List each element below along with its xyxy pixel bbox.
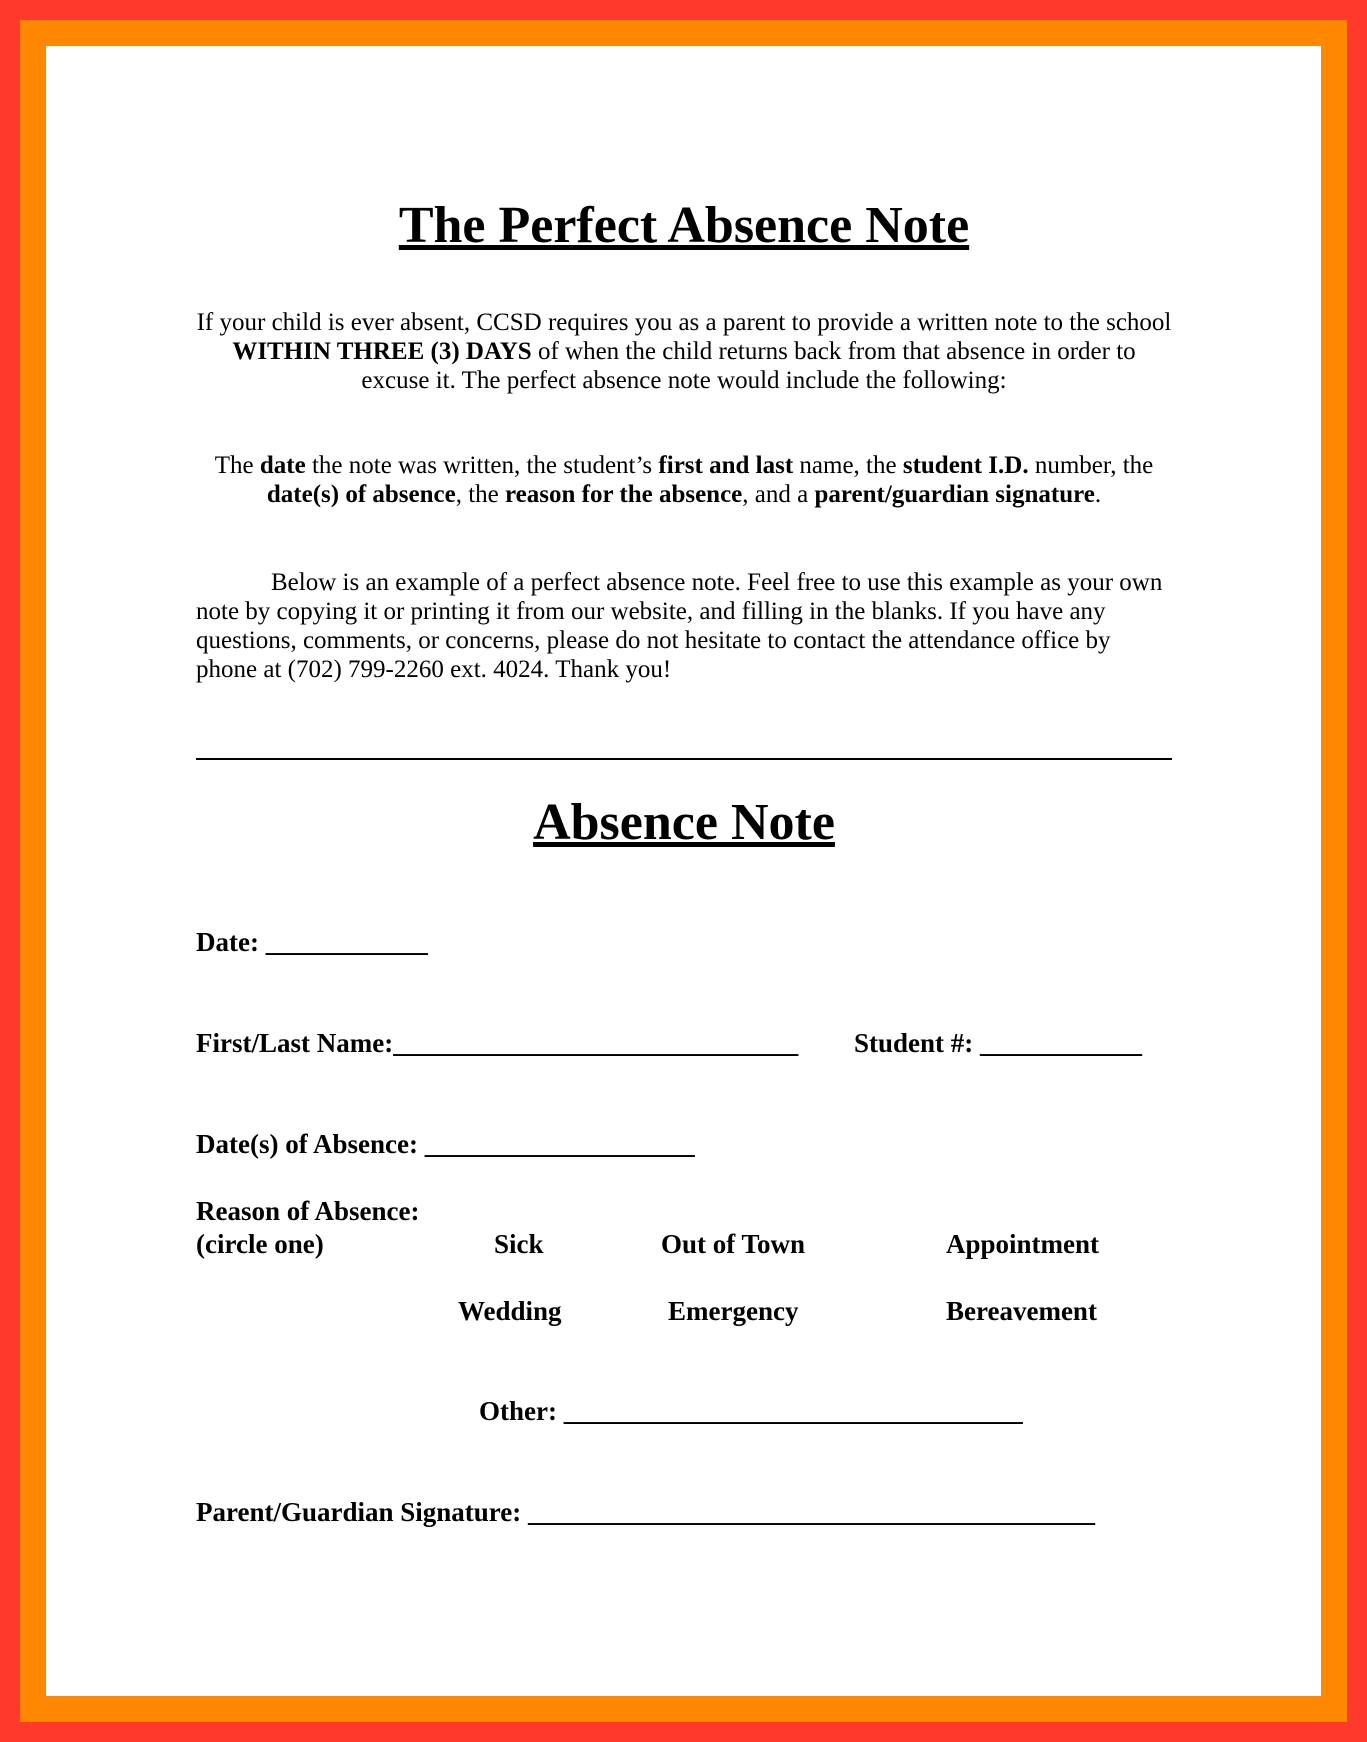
req-text: . <box>1094 481 1102 508</box>
student-number-field[interactable]: Student #: ____________ <box>854 1028 1143 1058</box>
page-title: The Perfect Absence Note <box>398 197 970 254</box>
requirements-line-1 <box>196 451 1172 480</box>
other-reason-field[interactable]: Other: __________________________________ <box>479 1396 1023 1426</box>
intro-paragraph <box>196 308 1172 395</box>
intro-days-bold: WITHIN THREE (3) DAYS <box>232 338 532 365</box>
intro-line-3: excuse it. The perfect absence note would include the following: <box>361 367 1007 394</box>
req-text: , the <box>455 481 506 508</box>
reason-option-emergency[interactable]: Emergency <box>668 1296 799 1326</box>
reason-option-sick[interactable]: Sick <box>494 1229 544 1259</box>
intro-line-2 <box>196 337 1172 366</box>
req-text: The <box>214 452 260 479</box>
req-bold-id: student I.D. <box>902 452 1029 479</box>
reason-option-bereavement[interactable]: Bereavement <box>946 1296 1097 1326</box>
example-line-1 <box>196 568 1172 597</box>
example-paragraph <box>196 568 1172 684</box>
requirements-line-2 <box>196 480 1172 509</box>
reason-option-wedding[interactable]: Wedding <box>458 1296 562 1326</box>
req-bold-signature: parent/guardian signature <box>814 481 1095 508</box>
document-page <box>46 46 1321 1696</box>
req-bold-reason: reason for the absence <box>505 481 743 508</box>
req-bold-date: date <box>259 452 306 479</box>
example-line-4: phone at (702) 799-2260 ext. 4024. Thank you! <box>196 656 672 683</box>
reason-label: Reason of Absence: <box>196 1196 420 1226</box>
requirements-paragraph <box>196 451 1172 509</box>
name-field[interactable]: First/Last Name:______________________________ <box>196 1028 799 1058</box>
signature-field[interactable]: Parent/Guardian Signature: __________________________________________ <box>196 1497 1096 1527</box>
section-divider <box>196 758 1172 760</box>
req-bold-name: first and last <box>658 452 794 479</box>
req-text: the note was written, the student’s <box>305 452 659 479</box>
reason-option-out-of-town[interactable]: Out of Town <box>661 1229 806 1259</box>
absence-dates-field[interactable]: Date(s) of Absence: ____________________ <box>196 1129 695 1159</box>
circle-one-label: (circle one) <box>196 1229 324 1259</box>
req-text: , and a <box>742 481 815 508</box>
req-text: name, the <box>793 452 903 479</box>
req-bold-dates: date(s) of absence <box>266 481 456 508</box>
date-field[interactable]: Date: ____________ <box>196 927 428 957</box>
req-text: number, the <box>1028 452 1154 479</box>
example-line-3: questions, comments, or concerns, please do not hesitate to contact the attendance office by <box>196 627 1111 654</box>
note-title: Absence Note <box>533 794 835 851</box>
reason-option-appointment[interactable]: Appointment <box>946 1229 1100 1259</box>
intro-line-1: If your child is ever absent, CCSD requires you as a parent to provide a written note to the school <box>196 309 1172 336</box>
example-line-1-text: Below is an example of a perfect absence note. Feel free to use this example as your own <box>271 569 1163 596</box>
intro-line-2-rest: of when the child returns back from that absence in order to <box>531 338 1136 365</box>
example-line-2: note by copying it or printing it from our website, and filling in the blanks. If you have any <box>196 598 1106 625</box>
